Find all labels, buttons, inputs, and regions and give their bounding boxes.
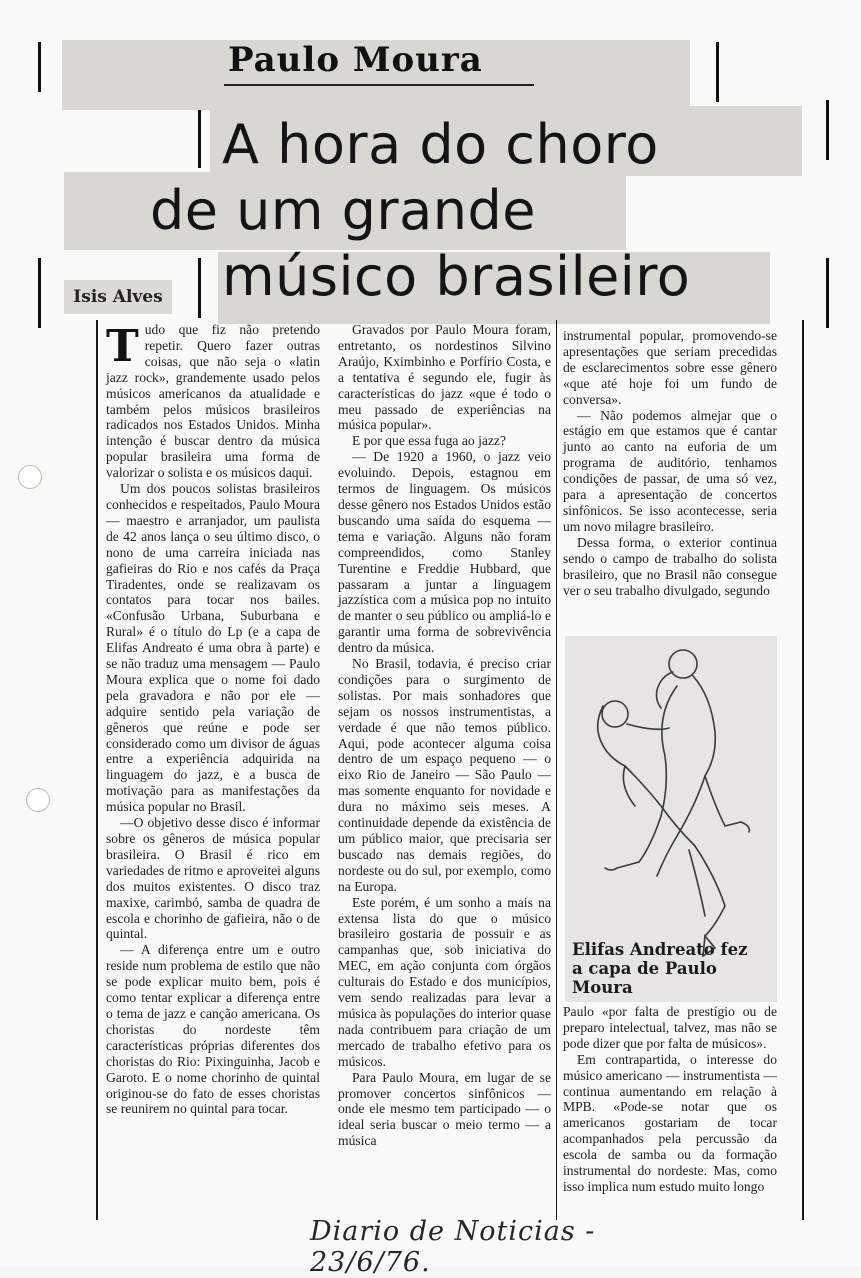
headline bbox=[150, 112, 810, 310]
column-divider-2 bbox=[556, 320, 557, 1220]
column-divider-1 bbox=[96, 320, 98, 1220]
paragraph: Tudo que fiz não pretendo repetir. Quero fazer outras coisas, que não seja o «latin jazz rock», grandemente usado pelos músicos americanos da atualidade e também pelos músicos brasileiros radicados nos Estados Unidos. Minha intenção é buscar dentro da música popular brasileira uma forma de valorizar o solista e os músicos daqui. bbox=[106, 321, 320, 481]
paragraph: —O objetivo desse disco é informar sobre os gêneros de música popular brasileira. O Brasil é rico em variedades de ritmo e aproveitei alguns dos muitos existentes. O disco traz maxixe, carimbó, samba de quadra de escola e chorinho de gafieira, não o de quintal. bbox=[106, 815, 320, 942]
paragraph: Em contrapartida, o interesse do músico americano — instrumentista — continua aumentando em relação à MPB. «Pode-se notar que os americanos gostariam de tocar acompanhados pela percussão da escola de samba ou da formação instrumental do nordeste. Mas, como isso implica num estudo muito longo bbox=[563, 1051, 777, 1194]
drop-cap: T bbox=[106, 321, 139, 372]
paragraph: — A diferença entre um e outro reside num problema de estilo que não se pode explicar muito bem, pois é como tentar explicar a diferença entre o tema de jazz e canção americana. Os choristas do nordeste têm características próprias diferentes dos choristas do Rio: Pixinguinha, Jacob e Garoto. E o nome chorinho de quintal originou-se do fato de esses choristas se reunirem no quintal para tocar. bbox=[106, 942, 320, 1117]
paragraph: Este porém, é um sonho a mais na extensa lista do que o músico brasileiro gostaria de possuir e as campanhas que, sob iniciativa do MEC, em ação conjunta com órgãos culturais do Estado e dos municípios, vem sendo realizadas para levar a música às populações do interior quase nada contribuem para criação de um mercado de trabalho efetivo para os músicos. bbox=[338, 894, 551, 1069]
headline-line-2: de um grande bbox=[150, 179, 536, 242]
paragraph: Gravados por Paulo Moura foram, entretanto, os nordestinos Silvino Araújo, Kximbinho e Porfírio Costa, e a tentativa é segundo ele, fugir às características do jazz «que é todo o meu passado de experiências na música popular». bbox=[338, 322, 551, 433]
paragraph: E por que essa fuga ao jazz? bbox=[352, 433, 506, 449]
paragraph: Um dos poucos solistas brasileiros conhecidos e respeitados, Paulo Moura — maestro e arranjador, um paulista de 42 anos lança o seu último disco, o nono de uma carreira iniciada nas gafieiras do Rio e nos cafés da Praça Tiradentes, onde se realizavam os contatos para tocar nos bailes. «Confusão Urbana, Suburbana e Rural» é o título do Lp (e a capa de Elifas Andreato é uma obra à parte) e se não traduz uma mensagem — Paulo Moura explica que o nome foi dado pela gravadora e não por ele — adquire sentido pela variação de gêneros que reúne e pode ser considerado como um divisor de águas entre a experiência adquirida na linguagem do jazz, e a busca de motivação para as manifestações da música popular no Brasil. bbox=[106, 481, 320, 815]
article-column-3 bbox=[563, 328, 777, 598]
kicker-title: Paulo Moura bbox=[228, 40, 483, 80]
right-margin-rule-2 bbox=[826, 100, 829, 160]
right-margin-rule bbox=[716, 42, 719, 102]
column-divider-3 bbox=[802, 320, 804, 1220]
paragraph: Dessa forma, o exterior continua sendo o campo de trabalho do solista brasileiro, que no Brasil não consegue ver o seu trabalho divulgado, segundo bbox=[563, 534, 777, 598]
paragraph: — De 1920 a 1960, o jazz veio evoluindo. Depois, estagnou em termos de linguagem. Os músicos desse gênero nos Estados Unidos estão buscando uma saída do esquema — tema e variação. Alguns não foram compreendidos, como Stanley Turentine e Freddie Hubbard, que passaram a juntar a linguagem jazzística com a música pop no intuito de manter o seu público ou ampliá-lo e garantir uma forma de sobrevivência dentro da música. bbox=[338, 449, 551, 656]
paragraph: — Não podemos almejar que o estágio em que estamos que é cantar junto ao canto na euforia de um programa de auditório, tenhamos condições de passar, de uma só vez, para a apresentação de concertos sinfônicos. Se isso acontecesse, seria um novo milagre brasileiro. bbox=[563, 407, 777, 534]
left-margin-rule-2 bbox=[38, 258, 41, 328]
byline: Isis Alves bbox=[64, 280, 172, 314]
kicker-underline bbox=[224, 84, 534, 86]
left-margin-rule bbox=[38, 42, 41, 92]
article-column-4 bbox=[563, 1004, 777, 1195]
paragraph: instrumental popular, promovendo-se apresentações que seriam precedidas de esclarecimentos sobre esse gênero «que até hoje foi um fundo de conversa». bbox=[563, 328, 777, 407]
headline-line-1: A hora do choro bbox=[222, 113, 659, 176]
illustration-caption: Elifas Andreato fez a capa de Paulo Moura bbox=[572, 940, 748, 997]
headline-line-3: músico brasileiro bbox=[222, 245, 691, 308]
article-column-1 bbox=[106, 322, 320, 1117]
paragraph: Paulo «por falta de prestígio ou de preparo intelectual, talvez, mas não se pode dizer que por falta de músicos». bbox=[563, 1004, 777, 1051]
article-column-2 bbox=[338, 322, 551, 1149]
paragraph: No Brasil, todavia, é preciso criar condições para o surgimento de solistas. Por mais sonhadores que sejam os nossos instrumentistas, a verdade é que não temos público. Aqui, pode acontecer alguma coisa dentro de um espaço pequeno — o eixo Rio de Janeiro — São Paulo — mas somente enquanto for novidade e dura no máximo seis meses. A continuidade depende da existência de um público maior, que precisaria ser buscado nas demais regiões, do nordeste ou do sul, por exemplo, como na Europa. bbox=[338, 656, 551, 894]
binder-hole-top bbox=[18, 465, 42, 489]
right-margin-rule-3 bbox=[826, 258, 829, 328]
paragraph: Para Paulo Moura, em lugar de se promover concertos sinfônicos — onde ele mesmo tem participado — o ideal seria buscar o meio termo — a música bbox=[338, 1069, 551, 1149]
binder-hole-bottom bbox=[26, 788, 50, 812]
handwritten-source-note: Diario de Noticias - 23/6/76. bbox=[310, 1216, 596, 1278]
